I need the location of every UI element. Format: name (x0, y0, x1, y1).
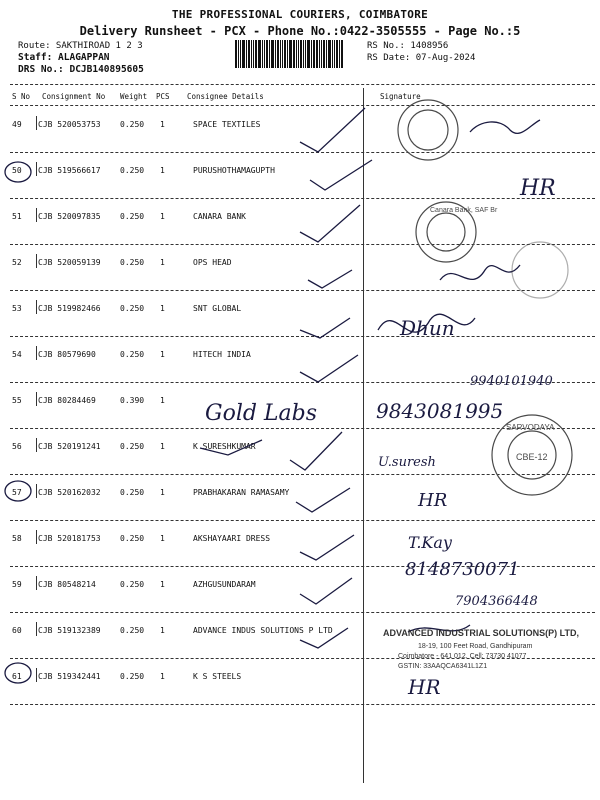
row-sno: 49 (12, 120, 22, 129)
company-name: THE PROFESSIONAL COURIERS, COIMBATORE (171, 8, 429, 21)
row-sno: 53 (12, 304, 22, 313)
route-label: Route: SAKTHIROAD 1 2 3 (18, 41, 143, 51)
row-consignment-no: CJB 519132389 (38, 626, 101, 635)
tick-mark (296, 488, 350, 512)
row-consignee: PRABHAKARAN RAMASAMY (193, 488, 290, 497)
company-stamp-address: 18-19, 100 Feet Road, Gandhipuram (418, 643, 533, 650)
handwritten-name: T.Kay (408, 533, 452, 552)
row-sno: 61 (12, 672, 22, 681)
row-weight: 0.250 (120, 488, 145, 497)
tick-mark (310, 160, 372, 190)
tick-mark (300, 318, 350, 338)
handwritten-phone: 9843081995 (376, 399, 504, 423)
tick-mark (300, 535, 354, 560)
row-consignment-no: CJB 519342441 (38, 672, 101, 681)
pen-stroke (200, 440, 262, 455)
row-sno: 57 (12, 488, 22, 497)
row-pcs: 1 (160, 350, 165, 359)
row-consignee: SPACE TEXTILES (193, 120, 261, 129)
col-signature: Signature (380, 92, 421, 101)
row-consignee: AKSHAYAARI DRESS (193, 534, 271, 543)
row-consignee: CANARA BANK (193, 212, 246, 221)
row-weight: 0.250 (120, 258, 145, 267)
company-stamp-gst: GSTIN: 33AAQCA6341L1Z1 (398, 663, 488, 670)
row-consignment-no: CJB 519982466 (38, 304, 101, 313)
row-consignment-no: CJB 520191241 (38, 442, 101, 451)
row-consignment-no: CJB 80579690 (38, 350, 96, 359)
rs-number: RS No.: 1408956 (367, 41, 449, 51)
row-pcs: 1 (160, 580, 165, 589)
row-sno: 51 (12, 212, 22, 221)
row-pcs: 1 (160, 120, 165, 129)
col-sno: S No (12, 92, 31, 101)
row-consignee: PURUSHOTHAMAGUPTH (193, 166, 275, 175)
signature-scribble (470, 120, 540, 133)
company-stamp-name: ADVANCED INDUSTRIAL SOLUTIONS(P) LTD, (383, 628, 579, 638)
row-consignment-no: CJB 520181753 (38, 534, 101, 543)
row-weight: 0.250 (120, 304, 145, 313)
row-weight: 0.250 (120, 580, 145, 589)
company-stamp-address: Coimbatore - 641 012. Cell: 73730 41077 (398, 653, 527, 660)
row-consignment-no: CJB 520162032 (38, 488, 101, 497)
row-consignee: K S STEELS (193, 672, 242, 681)
staff-label: Staff: ALAGAPPAN (18, 52, 110, 63)
row-weight: 0.250 (120, 166, 145, 175)
row-sno: 50 (12, 166, 22, 175)
row-consignment-no: CJB 520097835 (38, 212, 101, 221)
row-sno: 58 (12, 534, 22, 543)
row-consignee: HITECH INDIA (193, 350, 251, 359)
row-sno: 59 (12, 580, 22, 589)
row-weight: 0.250 (120, 442, 145, 451)
handwritten-phone: 8148730071 (405, 559, 520, 580)
signature-scribble (440, 265, 520, 280)
row-consignee: SNT GLOBAL (193, 304, 242, 313)
tick-mark (300, 205, 360, 242)
faint-stamp (512, 242, 568, 298)
tick-mark (308, 270, 352, 288)
row-pcs: 1 (160, 166, 165, 175)
handwritten-initials: HR (408, 675, 441, 699)
canara-stamp-text: Canara Bank, SAF Br (430, 207, 498, 214)
tick-mark (300, 108, 365, 152)
sarvodaya-stamp-center: CBE-12 (516, 452, 548, 462)
row-sno: 55 (12, 396, 22, 405)
row-sno: 56 (12, 442, 22, 451)
row-consignment-no: CJB 80284469 (38, 396, 96, 405)
row-weight: 0.250 (120, 350, 145, 359)
row-pcs: 1 (160, 212, 165, 221)
handwritten-text: Gold Labs (205, 401, 318, 426)
col-pcs: PCS (156, 92, 170, 101)
col-consignee: Consignee Details (187, 92, 264, 101)
row-consignee: AZHGUSUNDARAM (193, 580, 256, 589)
tick-mark (300, 578, 352, 604)
col-weight: Weight (120, 92, 148, 101)
handwritten-signature: Dhun (400, 316, 455, 340)
row-pcs: 1 (160, 488, 165, 497)
col-consignment: Consignment No (42, 92, 106, 101)
sarvodaya-stamp-text: SARVODAYA (506, 423, 555, 432)
row-weight: 0.250 (120, 672, 145, 681)
row-consignment-no: CJB 519566617 (38, 166, 101, 175)
row-circle-mark (5, 162, 31, 182)
row-weight: 0.250 (120, 120, 145, 129)
tick-mark (300, 355, 358, 382)
tick-mark (290, 432, 342, 470)
row-pcs: 1 (160, 396, 165, 405)
row-consignee: OPS HEAD (193, 258, 232, 267)
row-consignment-no: CJB 520059139 (38, 258, 101, 267)
handwritten-phone: 7904366448 (455, 594, 538, 609)
row-sno: 54 (12, 350, 22, 359)
handwritten-initials: HR (520, 176, 556, 201)
row-pcs: 1 (160, 672, 165, 681)
row-consignment-no: CJB 80548214 (38, 580, 96, 589)
handwritten-initials: HR (418, 490, 448, 511)
handwritten-name: U.suresh (378, 455, 436, 470)
stamp-circle (398, 100, 458, 160)
row-sno: 52 (12, 258, 22, 267)
row-pcs: 1 (160, 534, 165, 543)
handwritten-phone: 9940101940 (470, 374, 553, 389)
row-sno: 60 (12, 626, 22, 635)
row-pcs: 1 (160, 442, 165, 451)
stamp-circle (408, 110, 448, 150)
drs-number: DRS No.: DCJB140895605 (18, 64, 144, 75)
tick-mark (300, 628, 348, 648)
row-weight: 0.250 (120, 534, 145, 543)
row-pcs: 1 (160, 304, 165, 313)
row-consignee: ADVANCE INDUS SOLUTIONS P LTD (193, 626, 333, 635)
row-weight: 0.250 (120, 626, 145, 635)
row-consignee: K SURESHKUMAR (193, 442, 256, 451)
canara-stamp-inner (427, 213, 465, 251)
runsheet-title: Delivery Runsheet - PCX - Phone No.:0422-3505555 - Page No.:5 (79, 24, 521, 38)
row-pcs: 1 (160, 258, 165, 267)
row-pcs: 1 (160, 626, 165, 635)
row-consignment-no: CJB 520053753 (38, 120, 101, 129)
row-weight: 0.390 (120, 396, 145, 405)
rs-date: RS Date: 07-Aug-2024 (367, 53, 476, 63)
row-circle-mark (5, 663, 31, 683)
row-circle-mark (5, 481, 31, 501)
row-weight: 0.250 (120, 212, 145, 221)
